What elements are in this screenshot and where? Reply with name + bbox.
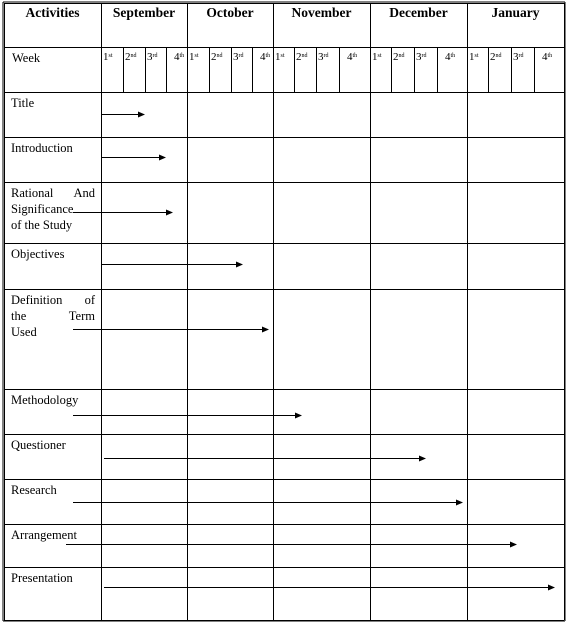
activity-label bbox=[11, 527, 77, 543]
activity-label bbox=[11, 95, 34, 111]
month-header-december: December bbox=[389, 5, 448, 20]
week-2-september: 2nd bbox=[125, 51, 137, 63]
timeline-arrowhead bbox=[419, 456, 426, 462]
week-2-january: 2nd bbox=[490, 51, 502, 63]
week-1-october: 1st bbox=[189, 51, 199, 63]
activity-label-line: Title bbox=[11, 96, 35, 110]
timeline-arrowhead bbox=[159, 155, 166, 161]
week-1-december: 1st bbox=[372, 51, 382, 63]
timeline-arrowhead bbox=[456, 500, 463, 506]
activity-label-line: Methodology bbox=[11, 393, 79, 407]
activity-label-line: Objectives bbox=[11, 247, 65, 261]
week-3-january: 3rd bbox=[513, 51, 524, 63]
week-4-december: 4th bbox=[445, 51, 456, 63]
timeline-arrowhead bbox=[236, 262, 243, 268]
timeline-arrowhead bbox=[262, 327, 269, 333]
week-label: Week bbox=[12, 51, 41, 65]
activity-label bbox=[11, 570, 73, 586]
activity-label-line: Arrangement bbox=[11, 528, 77, 542]
week-2-november: 2nd bbox=[296, 51, 308, 63]
week-3-december: 3rd bbox=[416, 51, 427, 63]
activity-label-line: of the Study bbox=[11, 218, 73, 232]
month-header-november: November bbox=[291, 5, 352, 20]
activity-label-line: Questioner bbox=[11, 438, 66, 452]
week-3-october: 3rd bbox=[233, 51, 244, 63]
week-1-november: 1st bbox=[275, 51, 285, 63]
week-4-september: 4th bbox=[174, 51, 185, 63]
timeline-arrowhead bbox=[295, 413, 302, 419]
week-1-september: 1st bbox=[103, 51, 113, 63]
week-1-january: 1st bbox=[469, 51, 479, 63]
week-3-september: 3rd bbox=[147, 51, 158, 63]
activity-label-line: Introduction bbox=[11, 141, 73, 155]
month-header-september: September bbox=[112, 5, 176, 20]
activity-label-line: Definition of bbox=[11, 293, 95, 307]
activity-label bbox=[11, 185, 95, 233]
month-header-october: October bbox=[206, 5, 254, 20]
timeline-arrowhead bbox=[166, 210, 173, 216]
activity-label bbox=[11, 392, 78, 408]
timeline-arrowhead bbox=[138, 112, 145, 118]
activity-label bbox=[11, 292, 95, 340]
activity-label bbox=[11, 140, 73, 156]
week-3-november: 3rd bbox=[318, 51, 329, 63]
week-4-october: 4th bbox=[260, 51, 271, 63]
activity-label-line: the Term bbox=[11, 309, 95, 323]
month-header-january: January bbox=[491, 5, 540, 20]
activity-label bbox=[11, 246, 64, 262]
activity-label bbox=[11, 482, 57, 498]
activity-label bbox=[11, 437, 66, 453]
activity-label-line: Research bbox=[11, 483, 57, 497]
week-2-october: 2nd bbox=[211, 51, 223, 63]
week-2-december: 2nd bbox=[393, 51, 405, 63]
activity-label-line: Rational And bbox=[11, 186, 95, 200]
timeline-arrowhead bbox=[548, 585, 555, 591]
week-4-january: 4th bbox=[542, 51, 553, 63]
activities-header: Activities bbox=[25, 5, 80, 20]
activity-label-line: Significance bbox=[11, 202, 74, 216]
week-4-november: 4th bbox=[347, 51, 358, 63]
activity-label-line: Presentation bbox=[11, 571, 73, 585]
activity-label-line: Used bbox=[11, 325, 37, 339]
timeline-arrowhead bbox=[510, 542, 517, 548]
